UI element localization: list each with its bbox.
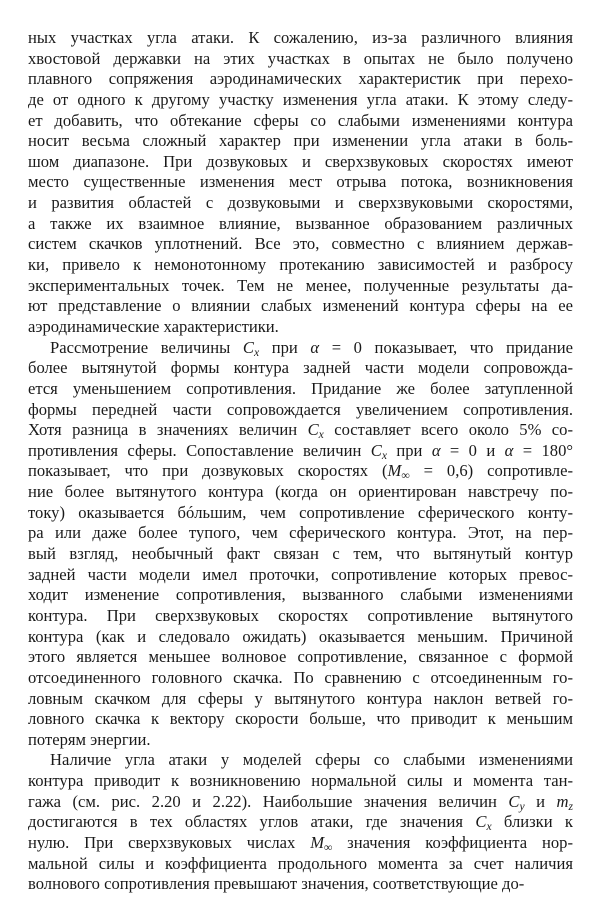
math-symbol (307, 420, 324, 442)
math-symbol-base: α (431, 440, 441, 460)
text-line (28, 69, 573, 90)
math-symbol-base: C (370, 440, 382, 460)
math-symbol (310, 833, 332, 852)
text-run: экспериментальных точек. Тем не менее, полученные результаты да- (28, 275, 573, 295)
paragraph (28, 750, 573, 894)
text-run: ется уменьшением сопротивления. Придание же более затупленной (28, 378, 573, 398)
text-line (28, 420, 573, 441)
text-line (28, 296, 573, 317)
text-line (28, 544, 573, 565)
math-symbol (508, 792, 524, 811)
paragraph (28, 28, 573, 338)
text-run: ловного скачка к вектору скорости больше, что приводит к меньшим (28, 709, 573, 729)
math-symbol-base: C (508, 791, 520, 811)
text-line (28, 812, 573, 833)
text-run: более вытянутой формы контура задней части модели сопровожда- (28, 358, 573, 378)
text-line (28, 358, 573, 379)
document-page (28, 28, 573, 895)
text-run: при (259, 337, 311, 357)
text-line (28, 482, 573, 503)
math-subscript: x (381, 448, 387, 462)
text-line (28, 523, 573, 544)
text-run: формы передней части сопровождается увеличением сопротивления. (28, 399, 573, 419)
math-subscript: x (318, 428, 324, 442)
text-run: = 0,6) сопротивле- (409, 461, 573, 481)
text-line (28, 750, 573, 771)
math-subscript: z (568, 799, 573, 813)
text-run: ние более вытянутого контура (когда он ориентирован навстречу по- (28, 482, 573, 502)
text-line (28, 461, 573, 482)
text-run: шом диапазоне. При дозвуковых и сверхзвуковых скоростях имеют (28, 151, 573, 171)
math-symbol-base: M (310, 832, 325, 852)
text-run: систем скачков уплотнений. Все это, совместно с влиянием держав- (28, 234, 573, 254)
text-line (28, 172, 573, 193)
math-symbol-base: M (387, 461, 402, 481)
math-symbol (310, 338, 319, 357)
text-run: этого является меньшее волновое сопротивление, связанное с формой (28, 647, 573, 667)
math-subscript: ∞ (324, 840, 333, 854)
text-run: близки к (491, 812, 573, 832)
text-run: достигаются в тех областях углов атаки, где значения (28, 812, 476, 832)
text-run: хвостовой державки на этих участках в опытах не было получено (28, 48, 573, 68)
text-run: показывает, что при дозвуковых скоростях ( (28, 461, 388, 481)
text-run: задней части модели имел проточки, сопротивление которых превос- (28, 564, 573, 584)
math-symbol (475, 812, 492, 834)
math-symbol-base: C (242, 337, 254, 357)
text-run: ют представление о влиянии слабых изменений контура сферы на ее (28, 296, 573, 316)
text-line (28, 606, 573, 627)
text-line (28, 111, 573, 132)
text-line (28, 338, 573, 359)
math-symbol-base: α (504, 440, 514, 460)
text-line (28, 379, 573, 400)
text-run: мальной силы и коэффициента продольного момента за счет наличия (28, 853, 573, 873)
math-symbol-base: C (475, 812, 487, 832)
text-line (28, 193, 573, 214)
text-line (28, 771, 573, 792)
math-symbol (371, 441, 387, 460)
math-symbol-base: C (307, 420, 319, 440)
text-run: контура. При сверхзвуковых скоростях сопротивление вытянутого (28, 605, 573, 625)
text-run: Наличие угла атаки у моделей сферы со слабыми изменениями (50, 750, 573, 770)
text-line (28, 689, 573, 710)
text-line (28, 131, 573, 152)
text-run: составляет всего около 5% со- (323, 420, 573, 440)
text-line (28, 627, 573, 648)
text-line (28, 647, 573, 668)
text-run: = 0 и (440, 440, 505, 460)
math-symbol (387, 461, 410, 483)
text-run: ет добавить, что обтекание сферы со слабыми изменениями контура (28, 110, 573, 130)
text-line (28, 28, 573, 49)
text-line (28, 709, 573, 730)
text-run: ки, привело к немонотонному протеканию зависимостей и разбросу (28, 255, 573, 275)
text-run: ра или даже более тупого, чем сферического контура. Этот, на пер- (28, 523, 573, 543)
text-run: Хотя разница в значениях величин (28, 420, 308, 440)
text-line (28, 276, 573, 297)
text-line (28, 833, 573, 854)
text-run: контура (как и следовало ожидать) оказывается меньшим. Причиной (28, 626, 573, 646)
text-run: носит весьма сложный характер при изменении угла атаки в боль- (28, 131, 573, 151)
paragraph (28, 338, 573, 751)
text-run: а также их взаимное влияние, вызванное образованием различных (28, 213, 573, 233)
text-line (28, 255, 573, 276)
text-line (28, 854, 573, 875)
text-line (28, 792, 573, 813)
text-line (28, 503, 573, 524)
text-line (28, 585, 573, 606)
text-run: отсоединенного головного скачка. По сравнению с отсоединенным го- (28, 667, 573, 687)
text-run: и (524, 791, 557, 811)
text-line (28, 90, 573, 111)
text-run: аэродинамические характеристики. (28, 316, 279, 336)
text-line (28, 152, 573, 173)
text-run: = 0 показывает, что придание (319, 337, 573, 357)
text-run: волнового сопротивления превышают значения, соответствующие до- (28, 874, 525, 894)
text-run: значения коэффициента нор- (332, 832, 573, 852)
text-line (28, 874, 573, 895)
math-subscript: ∞ (401, 469, 410, 483)
text-run: нулю. При сверхзвуковых числах (28, 832, 311, 852)
text-run: потерям энергии. (28, 729, 151, 749)
text-line (28, 49, 573, 70)
text-line (28, 234, 573, 255)
text-run: место существенные изменения мест отрыва потока, возникновения (28, 172, 573, 192)
text-run: Рассмотрение величины (50, 337, 243, 357)
math-subscript: x (253, 345, 260, 359)
text-run: гажа (см. рис. 2.20 и 2.22). Наибольшие значения величин (28, 791, 509, 811)
text-run: де от одного к другому участку изменения угла атаки. К этому следу- (28, 89, 573, 109)
math-symbol-base: m (556, 791, 569, 811)
text-line (28, 317, 573, 338)
text-run: = 180° (513, 440, 573, 460)
text-run: вый взгляд, необычный факт связан с тем, что вытянутый контур (28, 544, 573, 564)
math-subscript: y (519, 799, 525, 813)
text-run: и развития областей с дозвуковыми и сверхзвуковыми скоростями, (28, 193, 573, 213)
text-run: плавного сопряжения аэродинамических характеристик при перехо- (28, 69, 573, 89)
text-line (28, 565, 573, 586)
text-line (28, 441, 573, 462)
math-symbol (432, 441, 441, 460)
math-subscript: x (486, 820, 492, 834)
math-symbol (243, 338, 259, 357)
text-run: при (387, 440, 432, 460)
math-symbol-base: α (310, 337, 320, 357)
text-run: противления сферы. Сопоставление величин (28, 440, 371, 460)
text-line (28, 400, 573, 421)
text-run: току) оказывается бóльшим, чем сопротивление сферического конту- (28, 502, 573, 522)
text-run: контура приводит к возникновению нормальной силы и момента тан- (28, 771, 573, 791)
text-run: ловным скачком для сферы у вытянутого контура наклон ветвей го- (28, 688, 573, 708)
math-symbol (556, 792, 573, 811)
text-run: ных участках угла атаки. К сожалению, из-за различного влияния (28, 28, 573, 47)
text-line (28, 214, 573, 235)
text-run: ходит изменение сопротивления, вызванного слабыми изменениями (28, 585, 573, 605)
text-line (28, 730, 573, 751)
text-line (28, 668, 573, 689)
